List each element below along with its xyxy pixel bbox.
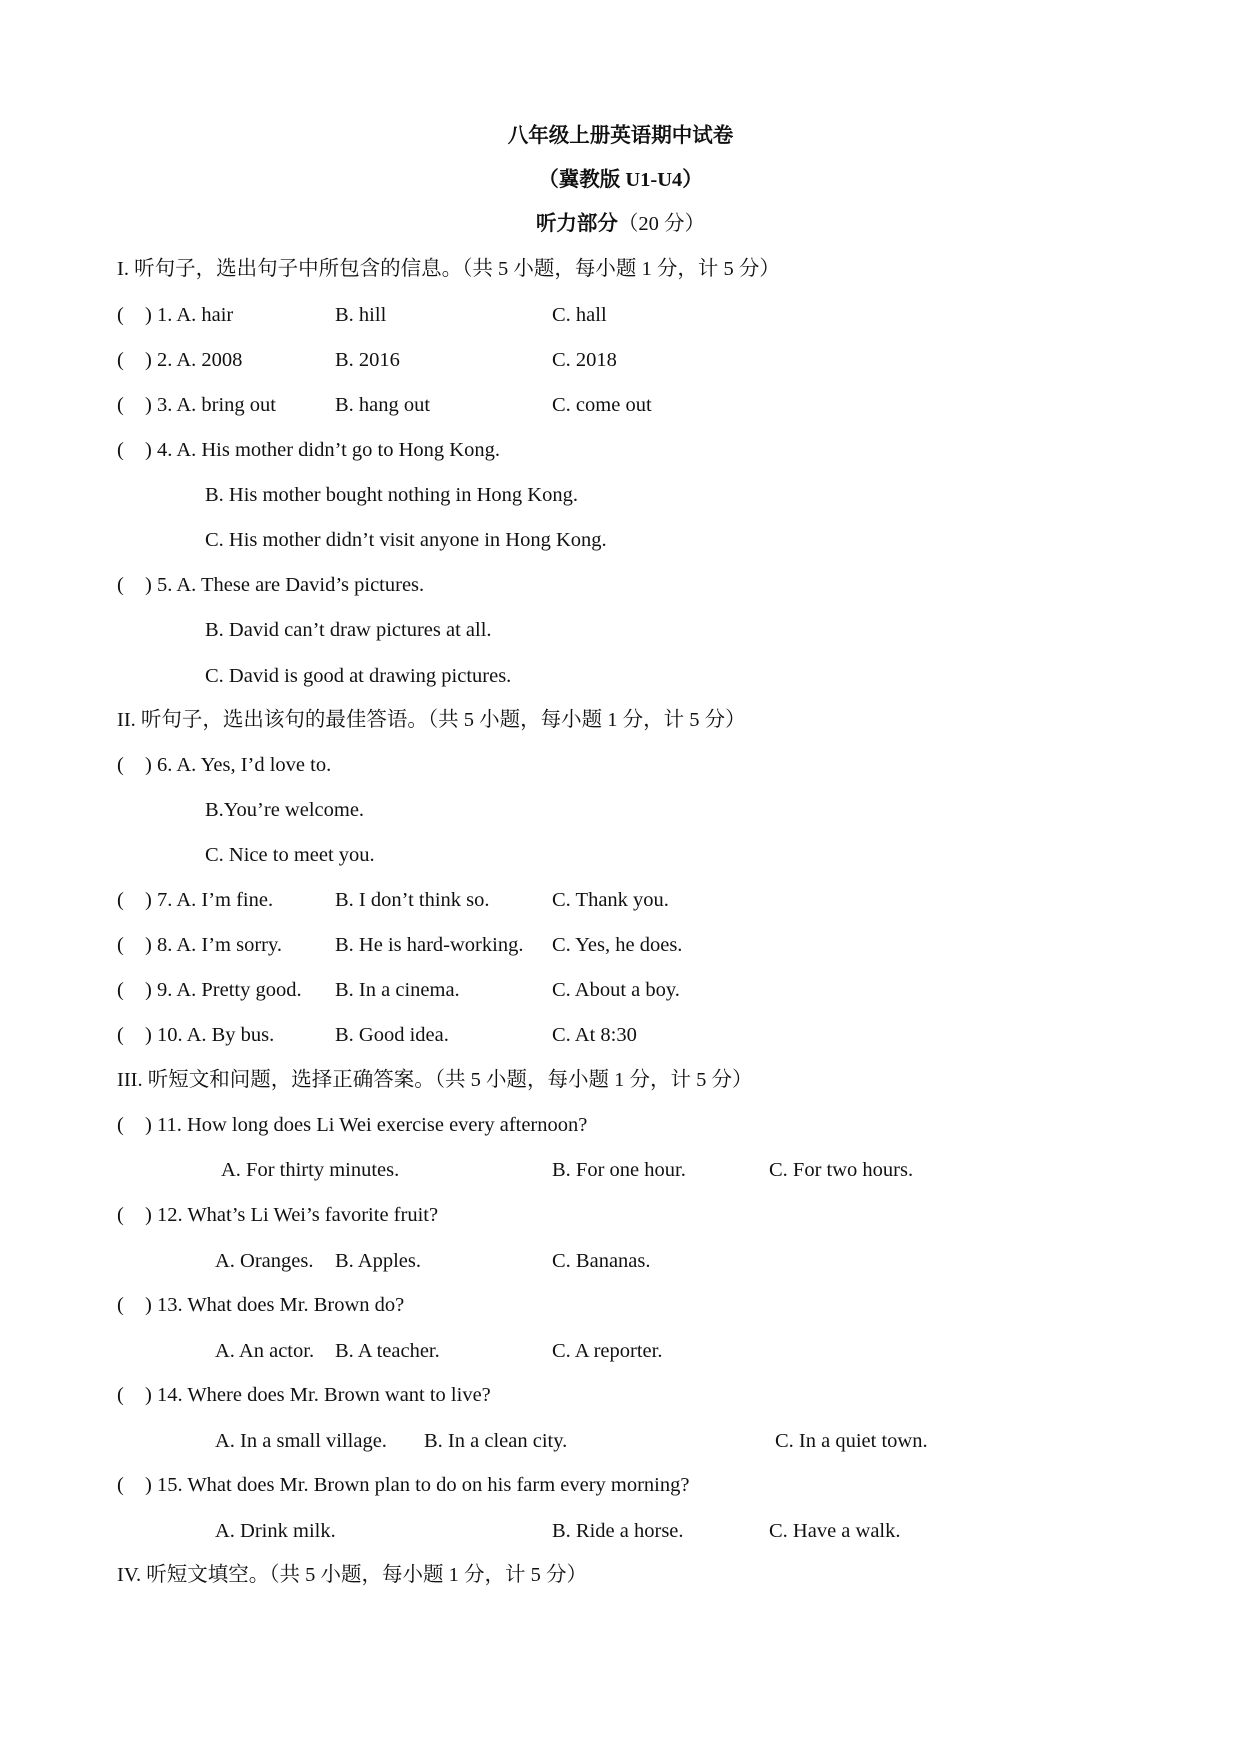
listening-part-heading	[0, 214, 1241, 235]
q6-option-c: C. Nice to meet you.	[205, 844, 375, 866]
q2-option-b: B. 2016	[335, 349, 400, 371]
q3-stem-a: ) 3. A. bring out	[145, 394, 276, 416]
answer-paren: (	[117, 439, 124, 461]
q8-option-b: B. He is hard-working.	[335, 934, 524, 956]
q11-question: ) 11. How long does Li Wei exercise every afternoon?	[145, 1114, 588, 1136]
q6-option-b: B.You’re welcome.	[205, 799, 365, 821]
q13-option-b: B. A teacher.	[335, 1340, 440, 1362]
q2-option-c: C. 2018	[552, 349, 617, 371]
q11-option-a: A. For thirty minutes.	[221, 1159, 400, 1181]
part-label: 听力部分	[535, 213, 618, 235]
q7-stem-a: ) 7. A. I’m fine.	[145, 889, 274, 911]
answer-paren: (	[117, 1114, 124, 1136]
q12-option-c: C. Bananas.	[552, 1250, 651, 1272]
q8-stem-a: ) 8. A. I’m sorry.	[145, 934, 283, 956]
q13-option-c: C. A reporter.	[552, 1340, 663, 1362]
q4-option-b: B. His mother bought nothing in Hong Kong.	[205, 484, 578, 506]
answer-paren: (	[117, 1384, 124, 1406]
q11-option-c: C. For two hours.	[769, 1159, 914, 1181]
section-4-heading: IV. 听短文填空。（共 5 小题，每小题 1 分，计 5 分）	[117, 1564, 587, 1586]
q5-stem-a: ) 5. A. These are David’s pictures.	[145, 574, 425, 596]
q10-stem-a: ) 10. A. By bus.	[145, 1024, 275, 1046]
page-subtitle: （冀教版 U1-U4）	[538, 169, 703, 191]
q12-option-a: A. Oranges.	[215, 1250, 314, 1272]
q9-option-c: C. About a boy.	[552, 979, 680, 1001]
q15-option-b: B. Ride a horse.	[552, 1520, 684, 1542]
answer-paren: (	[117, 889, 124, 911]
q11-option-b: B. For one hour.	[552, 1159, 686, 1181]
q10-option-c: C. At 8:30	[552, 1024, 637, 1046]
q1-stem-a: ) 1. A. hair	[145, 304, 234, 326]
answer-paren: (	[117, 1024, 124, 1046]
section-1-heading: I. 听句子，选出句子中所包含的信息。（共 5 小题，每小题 1 分，计 5 分）	[117, 258, 780, 280]
q2-stem-a: ) 2. A. 2008	[145, 349, 243, 371]
q9-stem-a: ) 9. A. Pretty good.	[145, 979, 302, 1001]
q4-stem-a: ) 4. A. His mother didn’t go to Hong Kong.	[145, 439, 500, 461]
q14-option-b: B. In a clean city.	[424, 1430, 568, 1452]
part-score: （20 分）	[617, 213, 706, 235]
answer-paren: (	[117, 1204, 124, 1226]
page-title: 八年级上册英语期中试卷	[507, 125, 734, 147]
answer-paren: (	[117, 934, 124, 956]
answer-paren: (	[117, 1294, 124, 1316]
q4-option-c: C. His mother didn’t visit anyone in Hong Kong.	[205, 529, 607, 551]
answer-paren: (	[117, 754, 124, 776]
answer-paren: (	[117, 304, 124, 326]
q9-option-b: B. In a cinema.	[335, 979, 460, 1001]
q3-option-c: C. come out	[552, 394, 652, 416]
q15-option-c: C. Have a walk.	[769, 1520, 901, 1542]
section-3-heading: III. 听短文和问题，选择正确答案。（共 5 小题，每小题 1 分，计 5 分）	[117, 1069, 753, 1091]
answer-paren: (	[117, 394, 124, 416]
q8-option-c: C. Yes, he does.	[552, 934, 683, 956]
q13-option-a: A. An actor.	[215, 1340, 315, 1362]
section-2-heading: II. 听句子，选出该句的最佳答语。（共 5 小题，每小题 1 分，计 5 分）	[117, 709, 746, 731]
q5-option-b: B. David can’t draw pictures at all.	[205, 619, 492, 641]
q7-option-b: B. I don’t think so.	[335, 889, 490, 911]
q14-option-a: A. In a small village.	[215, 1430, 387, 1452]
q12-question: ) 12. What’s Li Wei’s favorite fruit?	[145, 1204, 439, 1226]
q14-question: ) 14. Where does Mr. Brown want to live?	[145, 1384, 491, 1406]
q6-stem-a: ) 6. A. Yes, I’d love to.	[145, 754, 332, 776]
q13-question: ) 13. What does Mr. Brown do?	[145, 1294, 405, 1316]
q15-option-a: A. Drink milk.	[215, 1520, 336, 1542]
q1-option-b: B. hill	[335, 304, 387, 326]
q3-option-b: B. hang out	[335, 394, 431, 416]
q5-option-c: C. David is good at drawing pictures.	[205, 665, 512, 687]
answer-paren: (	[117, 1474, 124, 1496]
q15-question: ) 15. What does Mr. Brown plan to do on his farm every morning?	[145, 1474, 690, 1496]
answer-paren: (	[117, 574, 124, 596]
answer-paren: (	[117, 349, 124, 371]
q10-option-b: B. Good idea.	[335, 1024, 449, 1046]
q1-option-c: C. hall	[552, 304, 607, 326]
q14-option-c: C. In a quiet town.	[775, 1430, 928, 1452]
q12-option-b: B. Apples.	[335, 1250, 421, 1272]
answer-paren: (	[117, 979, 124, 1001]
q7-option-c: C. Thank you.	[552, 889, 669, 911]
